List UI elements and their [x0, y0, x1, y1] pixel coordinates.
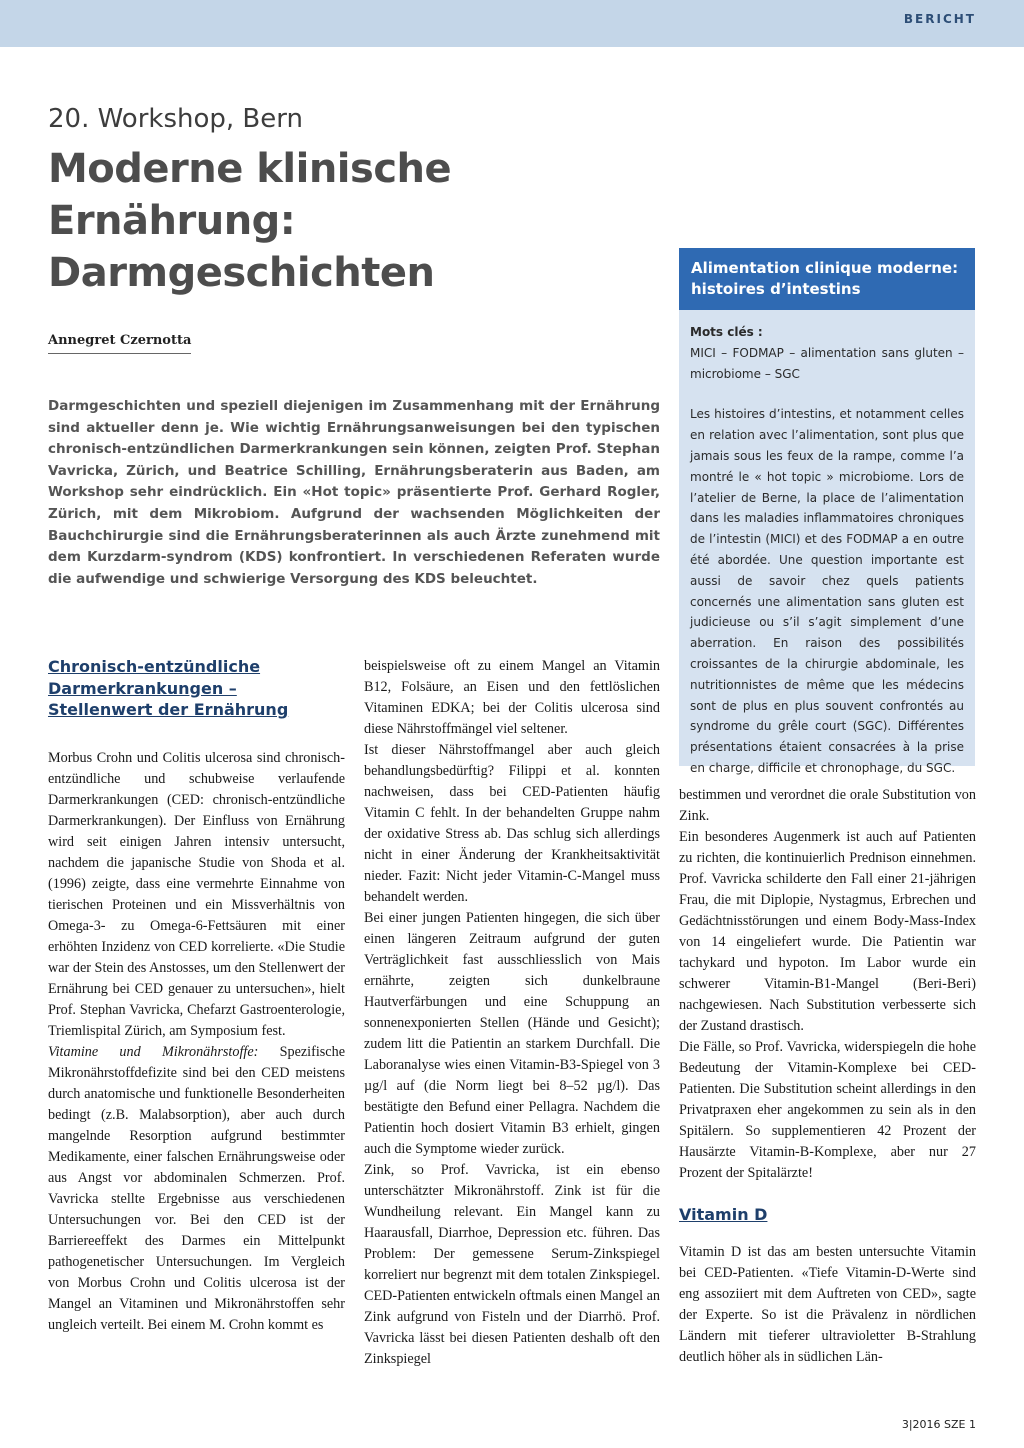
article-kicker: 20. Workshop, Bern — [48, 104, 303, 134]
paragraph: Ist dieser Nährstoffmangel aber auch gleich behandlungsbedürftig? Filippi et al. konnten nachweisen, dass bei CED-Patienten häufig Vitamin C fehlt. In der behandelten Gruppe nahm der oxidative Stress ab. Das schlug sich allerdings nicht in einer Änderung der Krankheitsaktivität nieder. Fazit: Nicht jeder Vitamin-C-Mangel muss behandelt werden. — [364, 742, 660, 905]
paragraph: Vitamine und Mikronährstoffe: Spezifische Mikronährstoffdefizite sind bei den CED meistens durch anatomische und funktionelle Besonderheiten bedingt (z.B. Malabsorption), aber auch durch mangelnde Resorption aufgrund bestimmter Medikamente, einer falschen Ernährungsweise oder aus Angst vor abdominalen Schmerzen. Prof. Vavricka stellte Ergebnisse aus verschiedenen Untersuchungen vor. Bei den CED ist der Barriereeffekt des Darmes ein Mittelpunkt pathogenetischer Untersuchungen. Im Vergleich von Morbus Crohn und Colitis ulcerosa ist der Mangel an Vitaminen und Mikronährstoffen sehr ungleich verteilt. Bei einem M. Crohn kommt es — [48, 1043, 345, 1333]
paragraph: Vitamin D ist das am besten untersuchte Vitamin bei CED-Patienten. «Tiefe Vitamin-D-Werte sind eng assoziiert mit dem Auftreten von CED», sagte der Experte. So ist die Prävalenz in nördlichen Ländern mit tieferer ultravioletter B-Strahlung deutlich höher als in südlichen Län- — [679, 1243, 976, 1365]
paragraph: Zink, so Prof. Vavricka, ist ein ebenso unterschätzter Mikronährstoff. Zink ist für die Wundheilung relevant. Ein Mangel kann zu Haarausfall, Diarrhoe, Depression etc. führen. Das Problem: Der gemessene Serum-Zinkspiegel korreliert nur begrenzt mit dem totalen Zinkspiegel. CED-Patienten entwickeln oftmals einen Mangel an Zink aufgrund von Fisteln und der Diarrhö. Prof. Vavricka lässt bei diesen Patienten deshalb oft den Zinkspiegel — [364, 1162, 660, 1367]
section-header-bar — [0, 0, 1024, 47]
paragraph-label: Vitamine und Mikronährstoffe: — [48, 1043, 259, 1060]
section-heading-vitamin-d: Vitamin D — [679, 1205, 768, 1224]
keywords-label: Mots clés : — [690, 325, 763, 339]
article-lead: Darmgeschichten und speziell diejenigen im Zusammenhang mit der Ernährung sind aktueller denn je. Wie wichtig Ernährungsanweisungen bei den typischen chronisch-entzündlichen Darmerkrankungen sein können, zeigten Prof. Stephan Vavricka, Zürich, und Beatrice Schilling, Ernährungsberaterin aus Baden, am Workshop sehr eindrücklich. Ein «Hot topic» präsentierte Prof. Gerhard Rogler, Zürich, mit dem Mikrobiom. Aufgrund der wachsenden Möglichkeiten der Bauchchirurgie sind die Ernährungsberaterinnen als auch Ärzte zunehmend mit dem Kurzdarm-syndrom (KDS) konfrontiert. In verschiedenen Referaten wurde die aufwendige und schwierige Versorgung des KDS beleuchtet. — [48, 398, 660, 587]
summary-text: Les histoires d’intestins, et notamment celles en relation avec l’alimentation, sont plus que jamais sous les feux de la rampe, comme l’a montré le « hot topic » microbiome. Lors de l’atelier de Berne, la place de l’alimentation dans les maladies inflammatoires chroniques de l’intestin (MICI) et des FODMAP a en outre été abordée. Une question importante est aussi de savoir chez quels patients concernés une alimentation sans gluten est judicieuse ou s’il s’agit simplement d’une aberration. En raison des possibilités croissantes de la chirurgie abdominale, les nutritionnistes de même que les médecins sont de plus en plus souvent confrontés au syndrome du grêle court (SGC). Différentes présentations étaient consacrées à la prise en charge, difficile et chronophage, du SGC. — [690, 407, 964, 775]
section-tag: BERICHT — [903, 12, 976, 26]
summary-body — [679, 310, 975, 791]
paragraph: Morbus Crohn und Colitis ulcerosa sind chronisch-entzündliche und schubweise verlaufende Darmerkrankungen (CED: chronisch-entzündliche Darmerkrankungen). Der Einfluss von Ernährung wird seit einigen Jahren intensiv untersucht, nachdem die japanische Studie von Shoda et al. (1996) zeigte, dass eine vermehrte Einnahme von tierischen Proteinen und ein Missverhältnis von Omega-3- zu Omega-6-Fettsäuren mit einer erhöhten Inzidenz von CED korrelierte. «Die Studie war der Stein des Anstosses, um den Stellenwert der Ernährung bei CED genauer zu untersuchen», hielt Prof. Stephan Vavricka, Chefarzt Gastroenterologie, Triemlispital Zürich, am Symposium fest. — [48, 749, 345, 1039]
text-column-2 — [364, 656, 660, 1370]
text-column-3 — [679, 785, 976, 1368]
paragraph: Bei einer jungen Patienten hingegen, die sich über einen längeren Zeitraum aufgrund der guten Verträglichkeit fast ausschliesslich von Mais ernährte, zeigten sich dunkelbraune Hautverfärbungen und eine Schuppung an sonnenexponierten Stellen (Hände und Gesicht); zudem litt die Patientin an starkem Durchfall. Die Laboranalyse wies einen Vitamin-B3-Spiegel von 3 µg/l auf (die Norm liegt bei 8–52 µg/l). Das bestätigte den Befund einer Pellagra. Nachdem die Patientin hoch dosiert Vitamin B3 erhielt, gingen auch die Symptome wieder zurück. — [364, 910, 660, 1157]
keywords: Mots clés : MICI – FODMAP – alimentation sans gluten – microbiome – SGC — [690, 325, 964, 381]
paragraph: bestimmen und verordnet die orale Substitution von Zink. — [679, 787, 976, 824]
section-heading-ced: Chronisch-entzündliche Darmerkrankungen – Stellenwert der Ernährung — [48, 657, 289, 719]
paragraph: beispielsweise oft zu einem Mangel an Vitamin B12, Folsäure, an Eisen und den fettlöslichen Vitaminen EDKA; bei der Colitis ulcerosa sind diese Nährstoffmängel viel seltener. — [364, 658, 660, 737]
paragraph: Die Fälle, so Prof. Vavricka, widerspiegeln die hohe Bedeutung der Vitamin-Komplexe bei CED-Patienten. Die Substitution scheint allerdings in den Privatpraxen eher angekommen zu sein als in den Spitälern. So supplementieren 42 Prozent der Hausärzte Vitamin-B-Komplexe, aber nur 27 Prozent der Spitalärzte! — [679, 1039, 976, 1181]
summary-title: Alimentation clinique moderne: histoires d’intestins — [679, 248, 975, 310]
article-author: Annegret Czernotta — [48, 333, 191, 354]
article-title: Moderne klinische Ernährung: Darmgeschichten — [48, 146, 452, 296]
french-summary-box — [679, 248, 975, 775]
paragraph: Ein besonderes Augenmerk ist auch auf Patienten zu richten, die kontinuierlich Prednison einnehmen. Prof. Vavricka schilderte den Fall einer 21-jährigen Frau, die mit Diplopie, Nystagmus, Erbrechen und Gedächtnisstörungen und einem Body-Mass-Index von 14 eingeliefert wurde. Die Patientin war tachykard und hypoton. Im Labor wurde ein schwerer Vitamin-B1-Mangel (Beri-Beri) nachgewiesen. Nach Substitution verbesserte sich der Zustand drastisch. — [679, 829, 976, 1034]
page-footer: 3|2016 SZE 1 — [901, 1418, 976, 1431]
text-column-1 — [48, 656, 345, 1336]
